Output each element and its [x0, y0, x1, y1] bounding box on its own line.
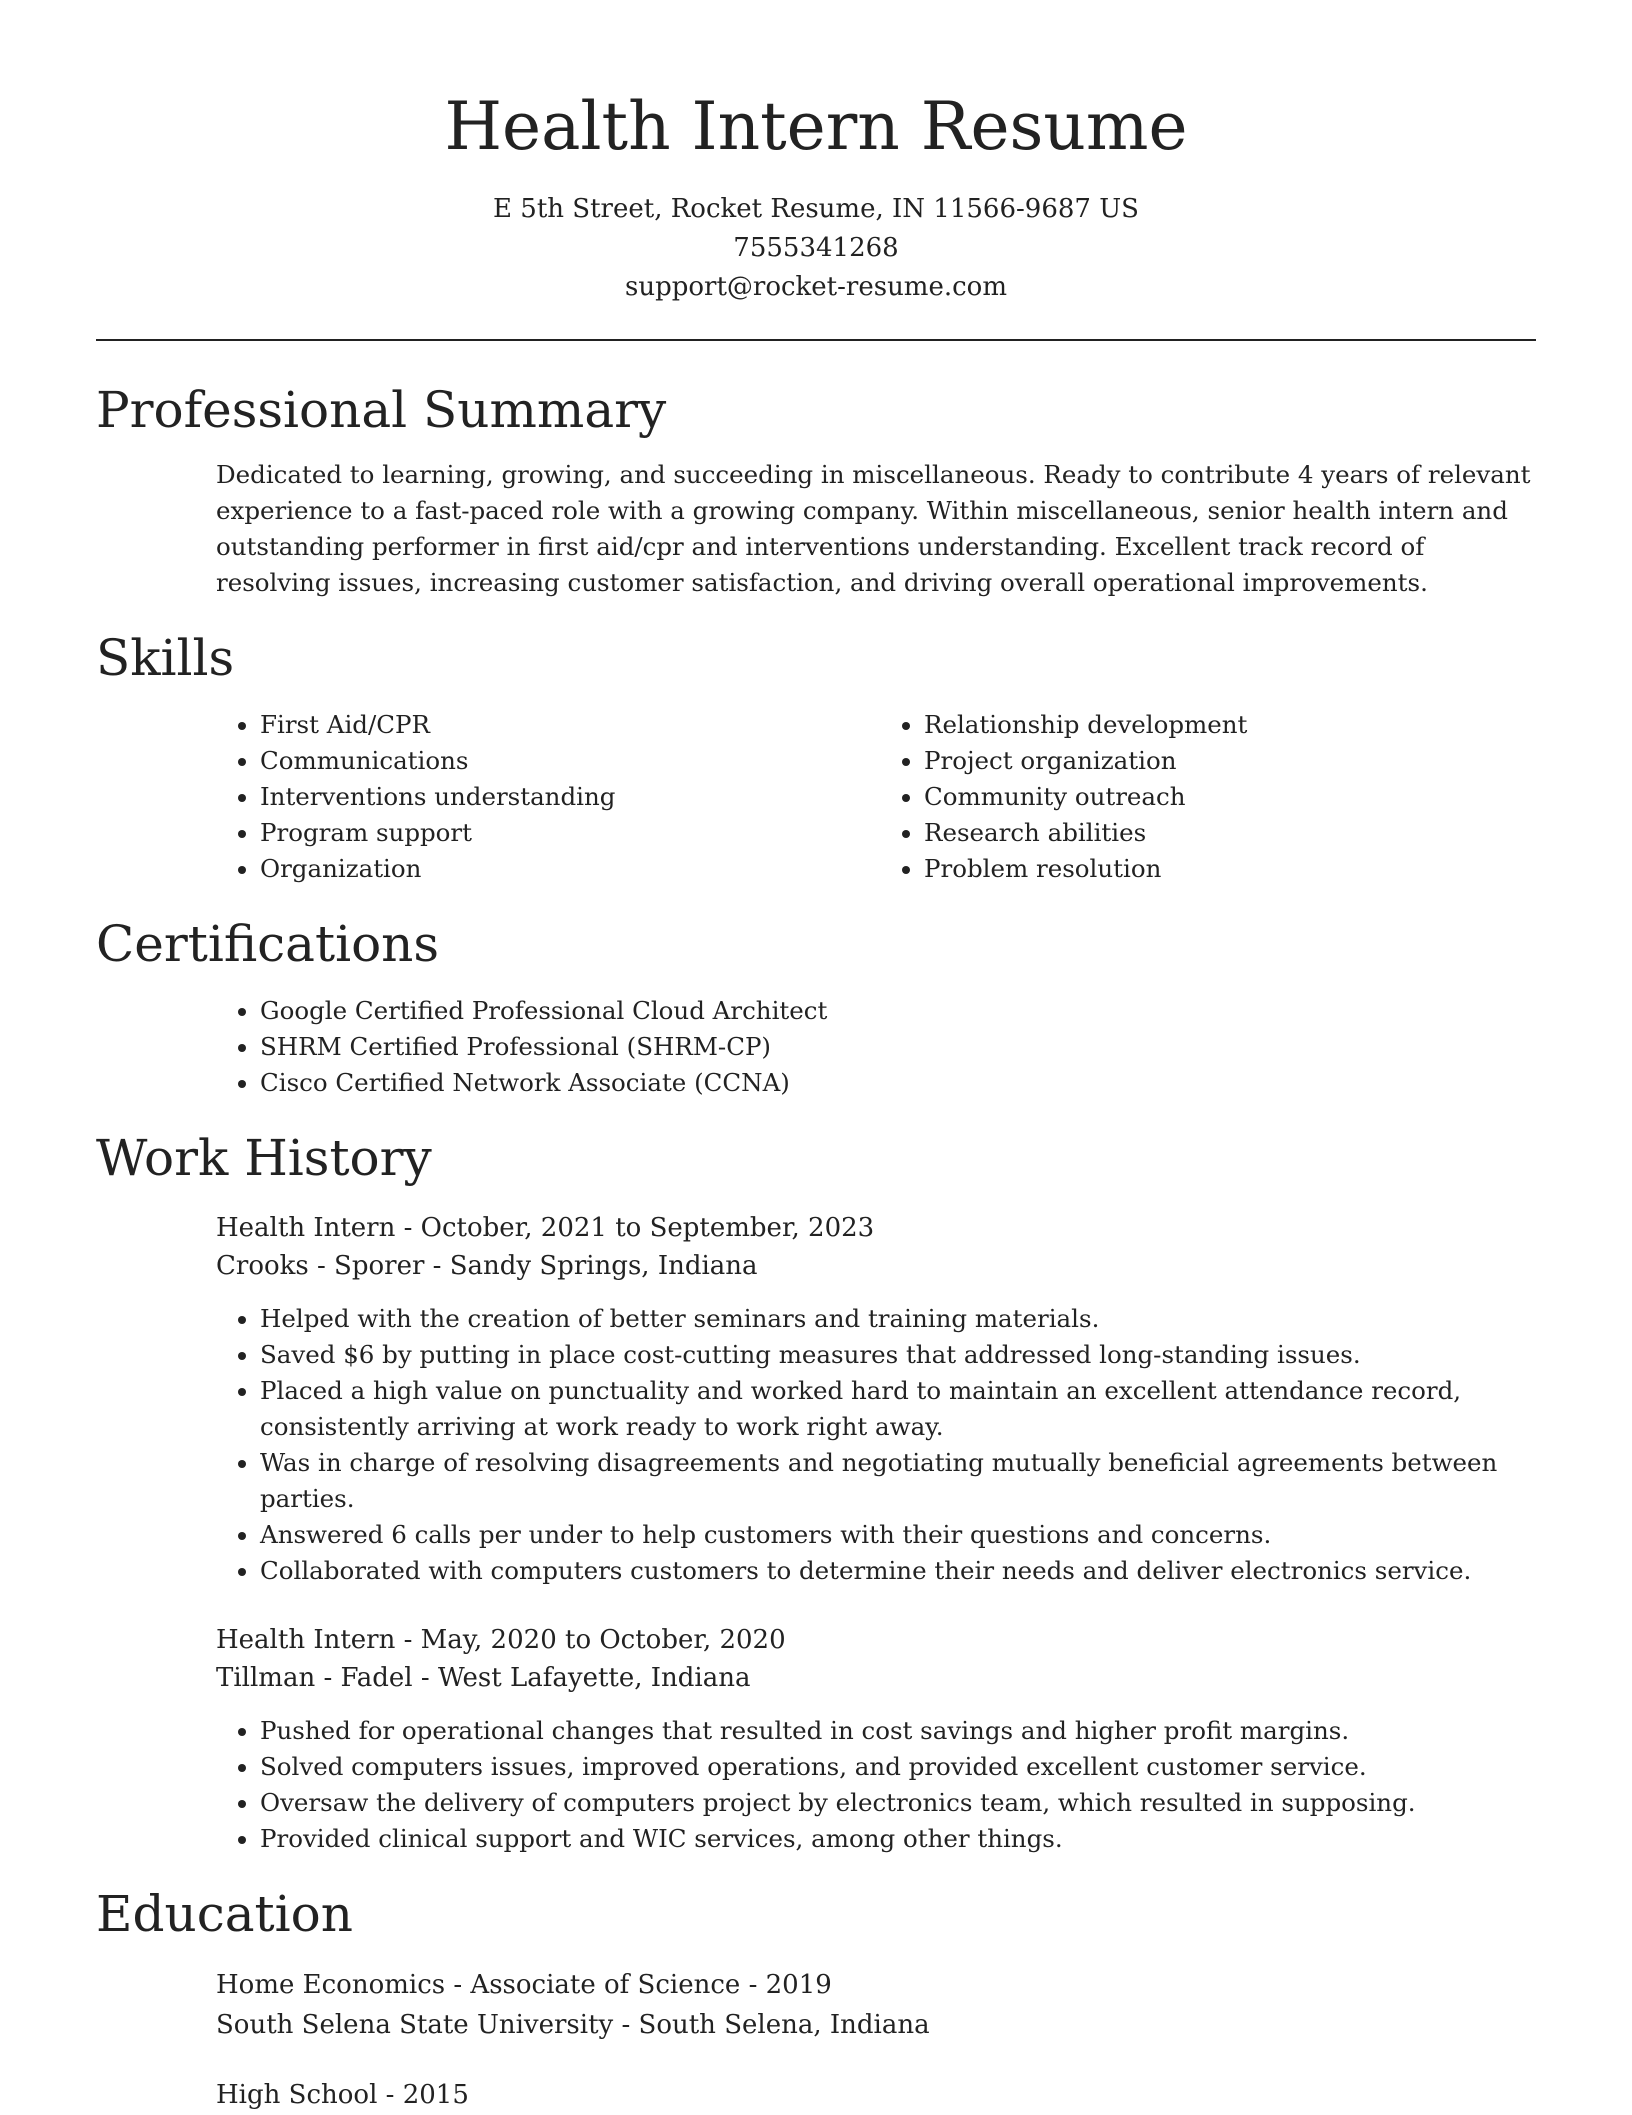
skill-item: • Organization	[260, 851, 910, 887]
education-section	[96, 1879, 1536, 2115]
resume-title: Health Intern Resume	[444, 88, 1188, 165]
skill-item: • First Aid/CPR	[260, 707, 910, 743]
skill-item: • Community outreach	[924, 779, 1247, 815]
resume-header	[96, 0, 1536, 307]
section-title-work-history: Work History	[96, 1129, 432, 1187]
email-text: support@rocket-resume.com	[624, 272, 1007, 302]
header-divider	[96, 339, 1536, 341]
job-bullet: • Answered 6 calls per under to help customers with their questions and concerns.	[260, 1517, 1536, 1553]
job-bullet: • Pushed for operational changes that resulted in cost savings and higher profit margins.	[260, 1713, 1536, 1749]
skill-item: • Project organization	[924, 743, 1247, 779]
job-entry	[216, 1209, 1536, 1589]
skill-item: • Interventions understanding	[260, 779, 910, 815]
education-school: South Selena State University - South Selena, Indiana	[216, 2010, 930, 2040]
skills-columns	[96, 707, 1536, 887]
job-bullets	[216, 1713, 1536, 1857]
education-entry	[216, 1965, 1536, 2045]
section-title-summary: Professional Summary	[96, 381, 667, 439]
job-bullet: • Placed a high value on punctuality and worked hard to maintain an excellent attendance record, consistently arriving at work ready to work right away.	[260, 1373, 1536, 1445]
job-entry	[216, 1621, 1536, 1857]
summary-text: Dedicated to learning, growing, and succeeding in miscellaneous. Ready to contribute 4 years of relevant experience to a fast-paced role with a growing company. Within miscellaneous, senior health intern and outstanding performer in first aid/cpr and interventions understanding. Excellent track record of resolving issues, increasing customer satisfaction, and driving overall operational improvements.	[216, 460, 1531, 597]
job-role-dates: Health Intern - May, 2020 to October, 2020	[216, 1625, 786, 1655]
certification-item: • Google Certified Professional Cloud Architect	[260, 993, 1536, 1029]
education-degree: Home Economics - Associate of Science - 2019	[216, 1970, 832, 2000]
job-company-location: Tillman - Fadel - West Lafayette, Indiana	[216, 1663, 751, 1693]
skills-section	[96, 623, 1536, 887]
section-title-certifications: Certifications	[96, 915, 440, 973]
job-bullet: • Saved $6 by putting in place cost-cutting measures that addressed long-standing issues.	[260, 1337, 1536, 1373]
job-bullet: • Collaborated with computers customers to determine their needs and deliver electronics service.	[260, 1553, 1536, 1589]
skills-column-left	[96, 707, 910, 887]
skill-item: • Relationship development	[924, 707, 1247, 743]
certification-item: • SHRM Certified Professional (SHRM-CP)	[260, 1029, 1536, 1065]
skills-column-right	[910, 707, 1247, 887]
summary-section	[96, 375, 1536, 601]
education-entry	[216, 2075, 1536, 2115]
job-bullet: • Helped with the creation of better seminars and training materials.	[260, 1301, 1536, 1337]
section-title-skills: Skills	[96, 629, 235, 687]
job-bullets	[216, 1301, 1536, 1589]
education-degree: High School - 2015	[216, 2080, 469, 2110]
certifications-section	[96, 909, 1536, 1101]
job-bullet: • Solved computers issues, improved operations, and provided excellent customer service.	[260, 1749, 1536, 1785]
skill-item: • Program support	[260, 815, 910, 851]
certification-item: • Cisco Certified Network Associate (CCNA)	[260, 1065, 1536, 1101]
section-title-education: Education	[96, 1885, 353, 1943]
contact-block	[96, 190, 1536, 307]
job-role-dates: Health Intern - October, 2021 to September, 2023	[216, 1213, 875, 1243]
address-text: E 5th Street, Rocket Resume, IN 11566-9687 US	[493, 194, 1139, 224]
work-history-section	[96, 1123, 1536, 1857]
job-bullet: • Provided clinical support and WIC services, among other things.	[260, 1821, 1536, 1857]
skill-item: • Problem resolution	[924, 851, 1247, 887]
skill-item: • Research abilities	[924, 815, 1247, 851]
job-bullet: • Oversaw the delivery of computers project by electronics team, which resulted in supposing.	[260, 1785, 1536, 1821]
certifications-list	[96, 993, 1536, 1101]
phone-text: 7555341268	[733, 233, 899, 263]
job-bullet: • Was in charge of resolving disagreements and negotiating mutually beneficial agreements between parties.	[260, 1445, 1536, 1517]
job-company-location: Crooks - Sporer - Sandy Springs, Indiana	[216, 1251, 758, 1281]
skill-item: • Communications	[260, 743, 910, 779]
